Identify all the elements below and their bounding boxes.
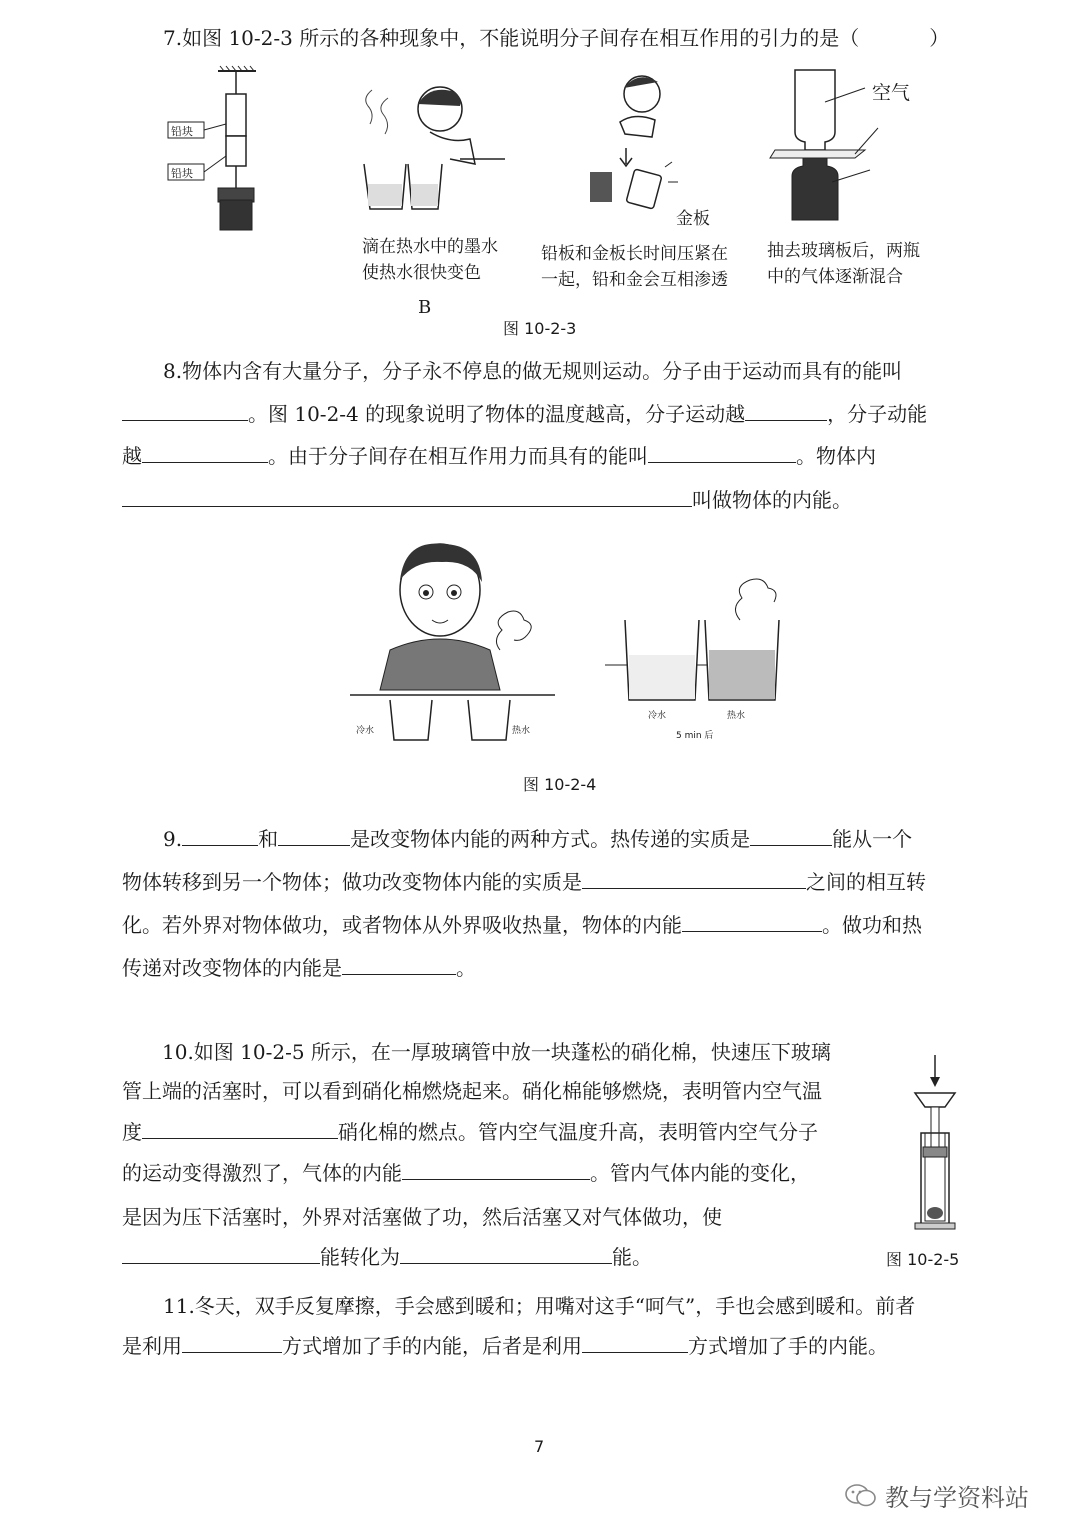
fig-d-caption-line1: 抽去玻璃板后，两瓶 — [767, 241, 920, 261]
q8-blank-internal-energy[interactable] — [122, 486, 692, 507]
q9-blank-heat-transfer[interactable] — [278, 825, 350, 846]
q9-line4-text-b: 。 — [456, 956, 476, 980]
q9-line2-text-b: 之间的相互转 — [806, 870, 926, 894]
q10-line6-text-a: 能转化为 — [320, 1245, 400, 1269]
q11-blank-work[interactable] — [182, 1332, 282, 1353]
q10-blank-gas-energy[interactable] — [402, 1159, 590, 1180]
q9-line2-text-a: 物体转移到另一个物体；做功改变物体内能的实质是 — [122, 870, 582, 894]
fig-10-2-4-hot-label: 热水 — [512, 726, 531, 736]
q10-blank-temperature[interactable] — [142, 1118, 338, 1139]
q9-line1-text-c: 是改变物体内能的两种方式。热传递的实质是 — [350, 827, 751, 851]
q9-line3-text-a: 化。若外界对物体做功，或者物体从外界吸收热量，物体的内能 — [122, 913, 682, 937]
q8-line1: 8.物体内含有大量分子，分子永不停息的做无规则运动。分子由于运动而具有的能叫 — [163, 359, 903, 383]
q8-line3-text-a: 越 — [122, 444, 142, 468]
fig-10-2-4-cold-label-2: 冷水 — [648, 711, 667, 721]
q11-line2-text-a: 是利用 — [122, 1334, 182, 1358]
q10-line4-text-a: 的运动变得激烈了，气体的内能 — [122, 1161, 402, 1185]
fig-b-caption-line1: 滴在热水中的墨水 — [362, 237, 498, 257]
q8-line2-text-b: ，分子动能 — [827, 402, 928, 426]
page-number: 7 — [534, 1437, 545, 1456]
q10-line6 — [122, 1243, 652, 1271]
q7-stem-text: 7.如图 10-2-3 所示的各种现象中，不能说明分子间存在相互作用的引力的是（ — [163, 26, 860, 50]
q11-line1: 11.冬天，双手反复摩擦，手会感到暖和；用嘴对这手“呵气”，手也会感到暖和。前者 — [163, 1294, 916, 1318]
q9-line4 — [122, 954, 476, 982]
q9-line1-text-b: 和 — [258, 827, 279, 851]
q10-blank-mechanical[interactable] — [122, 1243, 320, 1264]
fig-b-letter: B — [418, 297, 432, 318]
q8-line3-text-c: 。物体内 — [796, 444, 876, 468]
q7-close-paren: ） — [929, 26, 950, 50]
q8-line3-text-b: 。由于分子间存在相互作用力而具有的能叫 — [268, 444, 648, 468]
fig-a-label-bottom: 铅块 — [171, 167, 193, 180]
fig-c-caption-line1: 铅板和金板长时间压紧在 — [541, 244, 728, 264]
fig-a-label-top: 铅块 — [171, 125, 193, 138]
figure-10-2-3-caption: 图 10-2-3 — [503, 319, 577, 338]
q10-line4 — [122, 1159, 810, 1187]
q9-line1-text-d: 能从一个 — [832, 827, 913, 851]
q7-stem — [163, 24, 949, 52]
q9-blank-equivalent[interactable] — [342, 954, 456, 975]
fig-10-2-4-child-beakers — [350, 540, 750, 745]
q10-line3-text-a: 度 — [122, 1120, 142, 1144]
q8-blank-potential[interactable] — [648, 442, 796, 463]
fig-10-2-5-glass-tube — [905, 1055, 965, 1235]
figure-10-2-4-caption: 图 10-2-4 — [523, 775, 597, 794]
q9-line2 — [122, 868, 926, 896]
q9-line3 — [122, 911, 922, 939]
q10-blank-internal-energy[interactable] — [400, 1243, 612, 1264]
q11-line2-text-c: 方式增加了手的内能。 — [688, 1334, 888, 1358]
q9-line1 — [163, 825, 912, 853]
q9-blank-energy-forms[interactable] — [582, 868, 806, 889]
q10-line1: 10.如图 10-2-5 所示，在一厚玻璃管中放一块蓬松的硝化棉，快速压下玻璃 — [162, 1040, 831, 1064]
watermark — [845, 1478, 1029, 1513]
q10-line3 — [122, 1118, 818, 1146]
q8-line3 — [122, 442, 876, 470]
q10-line3-text-b: 硝化棉的燃点。管内空气温度升高，表明管内空气分子 — [338, 1120, 818, 1144]
q10-line5: 是因为压下活塞时，外界对活塞做了功，然后活塞又对气体做功，使 — [122, 1205, 722, 1229]
q8-line4-text: 叫做物体的内能。 — [692, 488, 852, 512]
fig-c-caption-line2: 一起，铅和金会互相渗透 — [541, 270, 728, 290]
fig-c-label: 金板 — [676, 209, 710, 229]
q8-blank-kinetic[interactable] — [142, 442, 268, 463]
q8-blank-kinetic-energy[interactable] — [122, 400, 248, 421]
wechat-icon — [845, 1483, 877, 1509]
q9-line4-text-a: 传递对改变物体的内能是 — [122, 956, 342, 980]
q10-line2: 管上端的活塞时，可以看到硝化棉燃烧起来。硝化棉能够燃烧，表明管内空气温 — [122, 1079, 822, 1103]
q11-line2 — [122, 1332, 888, 1360]
q9-blank-internal[interactable] — [750, 825, 832, 846]
fig-a-lead-blocks — [160, 66, 270, 246]
fig-b-caption-line2: 使热水很快变色 — [362, 263, 481, 283]
q8-line4 — [122, 486, 852, 514]
q8-line2 — [122, 400, 927, 428]
q10-line4-text-b: 。管内气体内能的变化， — [590, 1161, 810, 1185]
q9-line3-text-b: 。做功和热 — [822, 913, 922, 937]
watermark-text: 教与学资料站 — [885, 1484, 1029, 1512]
figure-10-2-5-caption: 图 10-2-5 — [886, 1250, 960, 1269]
q9-blank-work[interactable] — [182, 825, 258, 846]
q8-blank-motion[interactable] — [745, 400, 827, 421]
fig-10-2-4-cold-label: 冷水 — [356, 726, 375, 736]
q9-blank-increase[interactable] — [682, 911, 822, 932]
q11-blank-heat-transfer[interactable] — [582, 1332, 688, 1353]
fig-d-label: 空气 — [872, 82, 911, 104]
q8-line2-text-a: 。图 10-2-4 的现象说明了物体的温度越高，分子运动越 — [248, 402, 746, 426]
q10-line6-text-b: 能。 — [612, 1245, 652, 1269]
fig-10-2-4-hot-label-2: 热水 — [727, 711, 746, 721]
fig-b-ink-beakers — [350, 84, 520, 214]
fig-d-caption-line2: 中的气体逐渐混合 — [767, 267, 903, 287]
fig-10-2-4-after-label: 5 min 后 — [676, 731, 714, 741]
q9-line1-text-a: 9. — [163, 827, 183, 851]
fig-c-pressed-plates — [580, 72, 690, 217]
q11-line2-text-b: 方式增加了手的内能，后者是利用 — [282, 1334, 582, 1358]
